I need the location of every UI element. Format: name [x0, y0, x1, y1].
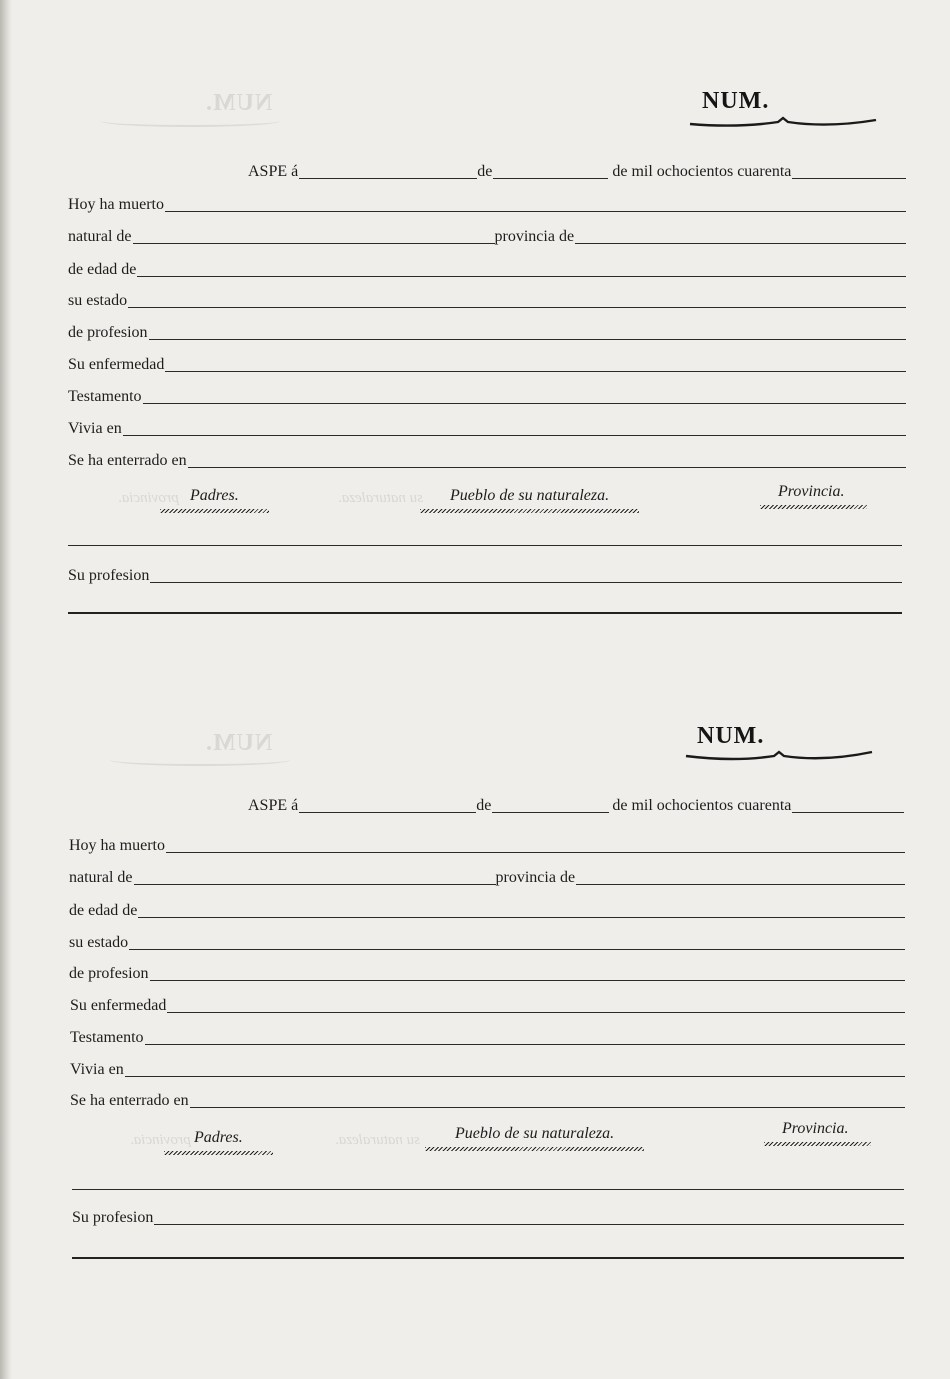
field-row-natural-de [69, 869, 905, 887]
field-row-enterrado [70, 1092, 905, 1110]
field-label: Su enfermedad [68, 356, 165, 373]
bleed-through-heading: su naturaleza. [338, 490, 424, 506]
field-input[interactable] [188, 453, 906, 468]
field-row-enfermedad [70, 997, 905, 1015]
year-field[interactable] [792, 164, 906, 179]
field-row-testamento [70, 1029, 905, 1047]
field-label: Hoy ha muerto [68, 196, 164, 213]
field-row-edad [68, 261, 906, 279]
field-input[interactable] [134, 870, 496, 885]
bleed-through-heading: provincia. [130, 1132, 191, 1148]
field-label: Vivia en [68, 420, 122, 437]
record-number-title: NUM. [702, 88, 770, 114]
month-field[interactable] [492, 798, 609, 813]
town-label: ASPE á [248, 797, 299, 814]
column-heading-pueblo [450, 487, 609, 505]
column-heading-underline [425, 1147, 644, 1151]
field-label: Se ha enterrado en [70, 1092, 189, 1109]
field-label: natural de [68, 228, 132, 245]
day-field[interactable] [299, 164, 477, 179]
field-input[interactable] [137, 262, 906, 277]
year-label: de mil ochocientos cuarenta [612, 797, 792, 814]
column-heading-underline [760, 505, 867, 509]
town-label: ASPE á [248, 163, 299, 180]
field-row-vivia-en [68, 420, 906, 438]
field-input[interactable] [166, 838, 905, 853]
provincia-label: provincia de [494, 228, 575, 245]
field-label: Hoy ha muerto [69, 837, 165, 854]
parents-entry-line[interactable] [68, 545, 902, 546]
field-label: de edad de [68, 261, 137, 278]
field-row-su-profesion [68, 567, 902, 585]
field-label: su estado [68, 292, 128, 309]
field-input[interactable] [145, 1030, 905, 1045]
field-label: de edad de [69, 902, 138, 919]
field-label: Su profesion [72, 1209, 154, 1226]
record-2 [0, 640, 950, 1280]
field-label: natural de [69, 869, 133, 886]
field-input[interactable] [125, 1062, 905, 1077]
provincia-label: provincia de [495, 869, 576, 886]
field-input[interactable] [154, 1210, 904, 1225]
column-heading-pueblo [455, 1125, 614, 1143]
closing-rule [72, 1257, 904, 1259]
column-heading-underline [420, 509, 639, 513]
column-heading-underline [164, 1151, 273, 1155]
field-row-estado [69, 934, 905, 952]
field-input[interactable] [138, 903, 905, 918]
field-row-su-profesion [72, 1209, 904, 1227]
year-field[interactable] [792, 798, 904, 813]
bleed-through-swash [100, 115, 280, 127]
bleed-through-swash [110, 754, 290, 766]
field-input[interactable] [129, 935, 905, 950]
column-heading-text: Provincia. [782, 1120, 849, 1137]
title-swash-ornament [688, 116, 878, 130]
field-row-estado [68, 292, 906, 310]
field-row-vivia-en [70, 1061, 905, 1079]
column-heading-underline [160, 509, 269, 513]
field-row-profesion [68, 324, 906, 342]
field-row-hoy-ha-muerto [69, 837, 905, 855]
field-input[interactable] [165, 357, 906, 372]
column-heading-provincia [778, 483, 845, 501]
field-input[interactable] [128, 293, 906, 308]
provincia-input[interactable] [576, 870, 905, 885]
column-heading-provincia [782, 1120, 849, 1138]
record-1 [0, 0, 950, 640]
date-line [248, 797, 904, 815]
field-label: Testamento [70, 1029, 144, 1046]
field-label: de profesion [68, 324, 148, 341]
field-input[interactable] [190, 1093, 905, 1108]
field-label: Vivia en [70, 1061, 124, 1078]
field-input[interactable] [143, 389, 906, 404]
column-heading-text: Padres. [190, 487, 239, 504]
field-row-hoy-ha-muerto [68, 196, 906, 214]
field-input[interactable] [150, 966, 905, 981]
column-heading-padres [190, 487, 239, 505]
field-row-enterrado [68, 452, 906, 470]
closing-rule [68, 612, 902, 614]
field-label: Se ha enterrado en [68, 452, 187, 469]
field-row-testamento [68, 388, 906, 406]
de-label: de [477, 163, 493, 180]
field-input[interactable] [149, 325, 906, 340]
bleed-through-heading: su naturaleza. [335, 1132, 421, 1148]
bleed-through-heading: provincia. [118, 490, 179, 506]
field-input[interactable] [165, 197, 906, 212]
column-heading-text: Pueblo de su naturaleza. [455, 1125, 615, 1142]
bleed-through-num: NUM. [205, 730, 273, 756]
field-input[interactable] [133, 229, 495, 244]
field-input[interactable] [123, 421, 906, 436]
month-field[interactable] [493, 164, 608, 179]
field-row-enfermedad [68, 356, 906, 374]
column-heading-padres [194, 1129, 243, 1147]
field-row-profesion [69, 965, 905, 983]
field-label: Testamento [68, 388, 142, 405]
field-label: su estado [69, 934, 129, 951]
field-input[interactable] [167, 998, 905, 1013]
field-row-natural-de [68, 228, 906, 246]
column-heading-text: Pueblo de su naturaleza. [450, 487, 610, 504]
de-label: de [476, 797, 492, 814]
day-field[interactable] [299, 798, 476, 813]
column-heading-underline [764, 1142, 871, 1146]
field-label: de profesion [69, 965, 149, 982]
bleed-through-num: NUM. [205, 90, 273, 116]
parents-entry-line[interactable] [72, 1189, 904, 1190]
provincia-input[interactable] [575, 229, 906, 244]
field-row-edad [69, 902, 905, 920]
field-label: Su enfermedad [70, 997, 167, 1014]
field-input[interactable] [150, 568, 902, 583]
column-heading-text: Provincia. [778, 483, 845, 500]
year-label: de mil ochocientos cuarenta [612, 163, 792, 180]
record-number-title: NUM. [697, 723, 765, 749]
column-heading-text: Padres. [194, 1129, 243, 1146]
title-swash-ornament [684, 750, 874, 764]
field-label: Su profesion [68, 567, 150, 584]
date-line [248, 163, 906, 181]
